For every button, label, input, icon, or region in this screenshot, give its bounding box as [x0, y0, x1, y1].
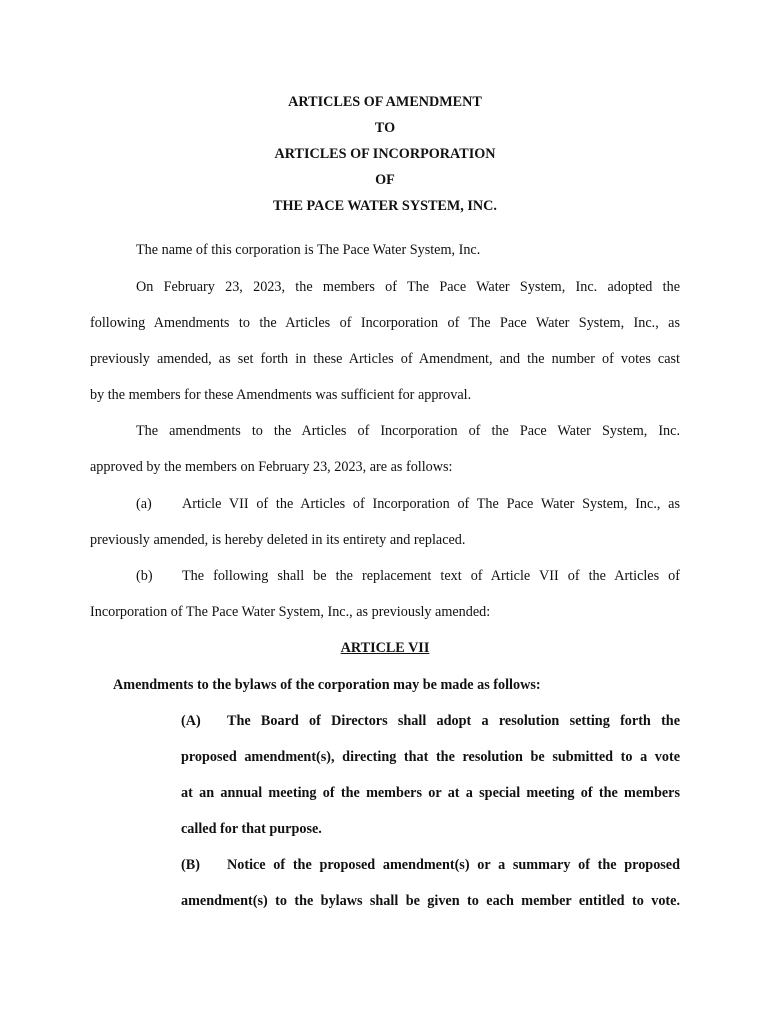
para2-line-1: The amendments to the Articles of Incorporation of the Pace Water System, Inc.	[136, 423, 680, 439]
sub-b-line-1: Notice of the proposed amendment(s) or a summary of the proposed	[227, 857, 680, 873]
title-line-5: THE PACE WATER SYSTEM, INC.	[273, 198, 497, 214]
sub-a-line-2: proposed amendment(s), directing that the resolution be submitted to a vote	[181, 749, 680, 765]
sub-b-marker: (B)	[181, 857, 200, 873]
item-a-marker: (a)	[136, 496, 152, 512]
sub-b-line-2: amendment(s) to the bylaws shall be given to each member entitled to vote.	[181, 893, 680, 909]
para1-line-2: following Amendments to the Articles of Incorporation of The Pace Water System, Inc., as	[90, 315, 680, 331]
item-b-marker: (b)	[136, 568, 153, 584]
title-line-4: OF	[375, 172, 395, 188]
name-statement: The name of this corporation is The Pace Water System, Inc.	[136, 242, 481, 258]
sub-a-line-3: at an annual meeting of the members or at a special meeting of the members	[181, 785, 680, 801]
para1-line-4: by the members for these Amendments was sufficient for approval.	[90, 387, 472, 403]
sub-a-line-1: The Board of Directors shall adopt a resolution setting forth the	[227, 713, 680, 729]
para1-line-3: previously amended, as set forth in these Articles of Amendment, and the number of votes cast	[90, 351, 680, 367]
item-a-line-2: previously amended, is hereby deleted in its entirety and replaced.	[90, 532, 466, 548]
sub-a-marker: (A)	[181, 713, 201, 729]
para2-line-2: approved by the members on February 23, 2023, are as follows:	[90, 459, 453, 475]
item-a-line-1: Article VII of the Articles of Incorporation of The Pace Water System, Inc., as	[182, 496, 680, 512]
para1-line-1: On February 23, 2023, the members of The Pace Water System, Inc. adopted the	[136, 279, 680, 295]
title-line-2: TO	[374, 120, 396, 136]
article-intro: Amendments to the bylaws of the corporation may be made as follows:	[113, 677, 541, 693]
title-line-1: ARTICLES OF AMENDMENT	[288, 94, 482, 110]
item-b-line-2: Incorporation of The Pace Water System, Inc., as previously amended:	[90, 604, 491, 620]
sub-a-line-4: called for that purpose.	[181, 821, 322, 837]
item-b-line-1: The following shall be the replacement text of Article VII of the Articles of	[182, 568, 680, 584]
article-heading: ARTICLE VII	[340, 640, 430, 656]
title-line-3: ARTICLES OF INCORPORATION	[274, 146, 496, 162]
